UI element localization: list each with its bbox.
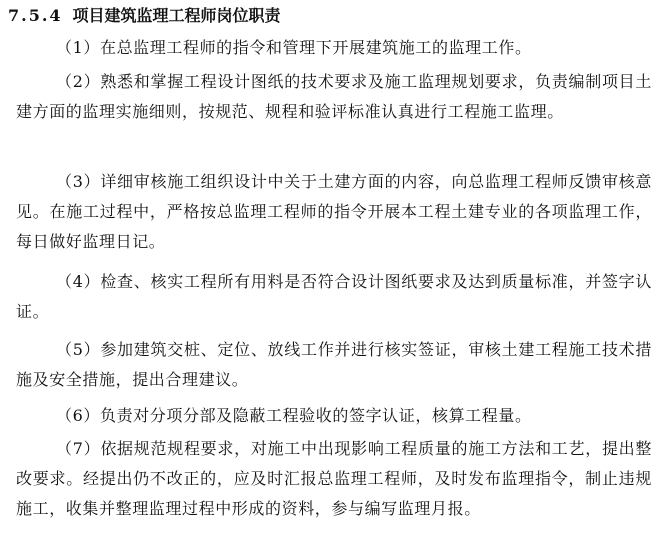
section-title: 项目建筑监理工程师岗位职责 [72,6,281,25]
duty-paragraph-2: （2）熟悉和掌握工程设计图纸的技术要求及施工监理规划要求，负责编制项目土建方面的监理实施细则，按规范、规程和验评标准认真进行工程施工监理。 [16,72,652,121]
section-number: 7.5.4 [8,6,63,25]
duty-paragraph-3: （3）详细审核施工组织设计中关于土建方面的内容，向总监理工程师反馈审核意见。在施工过程中，严格按总监理工程师的指令开展本工程土建专业的各项监理工作，每日做好监理日记。 [16,172,652,251]
duty-paragraph-7: （7）依据规范规程要求，对施工中出现影响工程质量的施工方法和工艺，提出整改要求。经提出仍不改正的，应及时汇报总监理工程师，及时发布监理指令，制止违规施工，收集并整理监理过程中形成的资料，参与编写监理月报。 [16,439,652,518]
section-heading [8,4,281,28]
duty-paragraph-4: （4）检查、核实工程所有用料是否符合设计图纸要求及达到质量标准，并签字认证。 [16,272,652,321]
duty-paragraph-1: （1）在总监理工程师的指令和管理下开展建筑施工的监理工作。 [56,38,532,57]
duty-paragraph-6: （6）负责对分项分部及隐蔽工程验收的签字认证，核算工程量。 [56,406,532,425]
duty-paragraph-5: （5）参加建筑交桩、定位、放线工作并进行核实签证，审核土建工程施工技术措施及安全措施，提出合理建议。 [16,340,652,389]
